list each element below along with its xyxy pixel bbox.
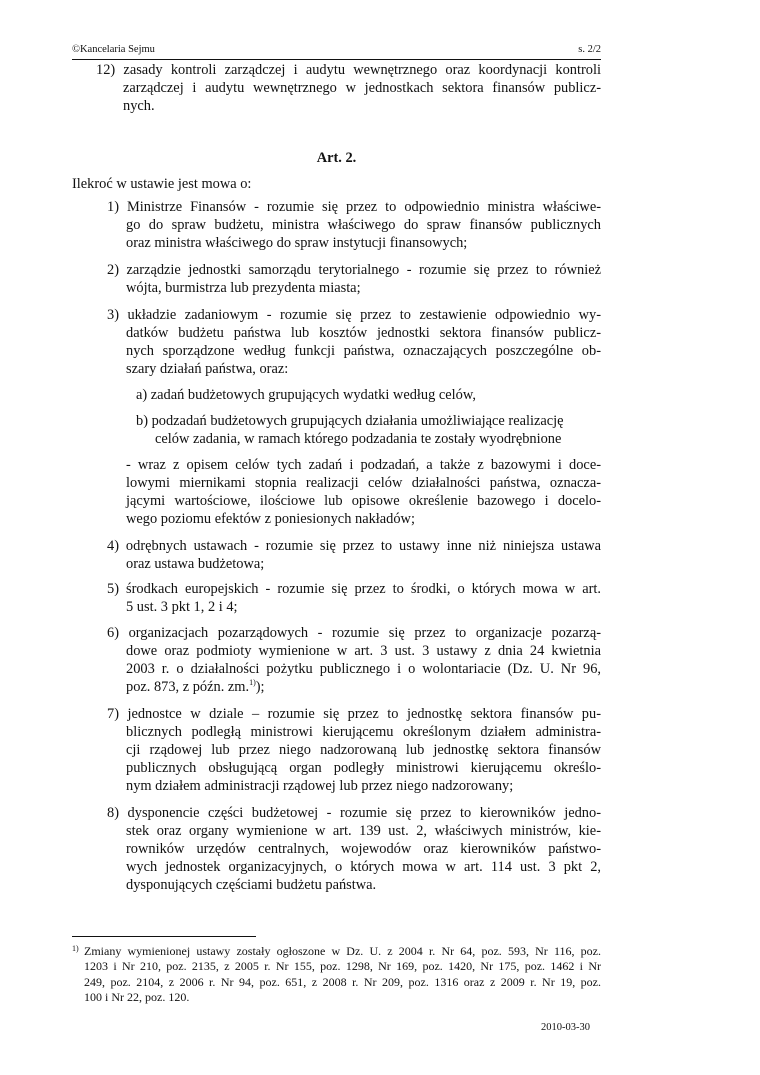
header-source: ©Kancelaria Sejmu xyxy=(72,44,155,55)
item-6-line-2: dowe oraz podmioty wymienione w art. 3 ust. 3 ustawy z dnia 24 kwietnia xyxy=(126,643,601,659)
document-date: 2010-03-30 xyxy=(541,1022,590,1033)
page-number: s. 2/2 xyxy=(578,44,601,55)
item-1-line-3: oraz ministra właściwego do spraw instytucji finansowych; xyxy=(126,235,468,251)
item-8-line-1: 8) dysponencie części budżetowej - rozumie się przez to kierowników jedno- xyxy=(107,805,601,821)
footnote-line-3: 249, poz. 2104, z 2006 r. Nr 94, poz. 651, z 2008 r. Nr 209, poz. 1316 oraz z 2009 r. Nr 19, poz. xyxy=(84,975,601,989)
item-3-tail-line-4: wego poziomu efektów z poniesionych nakładów; xyxy=(126,511,415,527)
article-intro: Ilekroć w ustawie jest mowa o: xyxy=(72,176,252,192)
item-8-line-4: wych jednostek organizacyjnych, o których mowa w art. 114 ust. 3 pkt 2, xyxy=(126,859,601,875)
item-4-line-1: 4) odrębnych ustawach - rozumie się przez to ustawy inne niż niniejsza ustawa xyxy=(107,538,601,554)
footnote-marker: 1) xyxy=(72,944,79,953)
footnote-line-1: Zmiany wymienionej ustawy zostały ogłoszone w Dz. U. z 2004 r. Nr 64, poz. 593, Nr 116, poz. xyxy=(84,944,601,958)
item-6-line-4-end: ); xyxy=(255,679,265,695)
item-12-line-2: zarządczej i audytu wewnętrznego w jednostkach sektora finansów publicz- xyxy=(123,80,601,96)
article-title: Art. 2. xyxy=(316,150,357,166)
item-3-line-4: szary działań państwa, oraz: xyxy=(126,361,289,377)
item-4-line-2: oraz ustawa budżetowa; xyxy=(126,556,265,572)
item-6-line-4 xyxy=(126,678,265,696)
item-2-line-2: wójta, burmistrza lub prezydenta miasta; xyxy=(126,280,361,296)
item-3-line-3: nych sporządzone według funkcji państwa, oznaczających poszczególne ob- xyxy=(126,343,601,359)
footnote-divider xyxy=(72,936,256,937)
item-6-line-3: 2003 r. o działalności pożytku publicznego i o wolontariacie (Dz. U. Nr 96, xyxy=(126,661,601,677)
item-5-line-2: 5 ust. 3 pkt 1, 2 i 4; xyxy=(126,599,238,615)
footnote-line-2: 1203 i Nr 210, poz. 2135, z 2005 r. Nr 155, poz. 1298, Nr 169, poz. 1420, Nr 175, poz. 1462 i Nr xyxy=(84,959,601,973)
item-3-tail-line-2: lowymi miernikami stopnia realizacji celów działalności państwa, oznacza- xyxy=(126,475,601,491)
item-6-line-4-text: poz. 873, z późn. zm. xyxy=(126,679,250,695)
item-2-line-1: 2) zarządzie jednostki samorządu terytorialnego - rozumie się przez to również xyxy=(107,262,601,278)
item-7-line-1: 7) jednostce w dziale – rozumie się przez to jednostkę sektora finansów pu- xyxy=(107,706,601,722)
item-3b-line-1: b) podzadań budżetowych grupujących działania umożliwiające realizację xyxy=(136,413,564,429)
item-12-line-3: nych. xyxy=(123,98,155,114)
footnote-reference: 1) xyxy=(249,678,256,688)
item-12-line-1: 12) zasady kontroli zarządczej i audytu wewnętrznego oraz koordynacji kontroli xyxy=(96,62,601,78)
footnote-line-4: 100 i Nr 22, poz. 120. xyxy=(84,990,190,1004)
item-3a: a) zadań budżetowych grupujących wydatki według celów, xyxy=(136,387,476,403)
item-1-line-2: go do spraw budżetu, ministra właściwego do spraw finansów publicznych xyxy=(126,217,601,233)
item-3-line-1: 3) układzie zadaniowym - rozumie się przez to zestawienie odpowiednio wy- xyxy=(107,307,601,323)
header-divider xyxy=(72,59,601,60)
item-7-line-2: blicznych podległą ministrowi kierującemu określonym działem administra- xyxy=(126,724,601,740)
item-3-line-2: datków budżetu państwa lub kosztów jednostki sektora finansów publicz- xyxy=(126,325,601,341)
item-8-line-3: rowników urzędów centralnych, wojewodów oraz kierowników państwo- xyxy=(126,841,601,857)
item-7-line-5: nym działem administracji rządowej lub przez niego nadzorowany; xyxy=(126,778,514,794)
item-7-line-4: publicznych obsługującą organ podległy ministrowi kierującemu określo- xyxy=(126,760,601,776)
item-1-line-1: 1) Ministrze Finansów - rozumie się przez to odpowiednio ministra właściwe- xyxy=(107,199,601,215)
item-3b-line-2: celów zadania, w ramach którego podzadania te zostały wyodrębnione xyxy=(155,431,562,447)
item-5-line-1: 5) środkach europejskich - rozumie się przez to środki, o których mowa w art. xyxy=(107,581,601,597)
item-7-line-3: cji rządowej lub przez niego nadzorowaną lub jednostkę sektora finansów xyxy=(126,742,601,758)
item-8-line-2: stek oraz organy wymienione w art. 139 ust. 2, właściwych ministrów, kie- xyxy=(126,823,601,839)
item-8-line-5: dysponujących częściami budżetu państwa. xyxy=(126,877,377,893)
item-6-line-1: 6) organizacjach pozarządowych - rozumie się przez to organizacje pozarzą- xyxy=(107,625,601,641)
item-3-tail-line-1: - wraz z opisem celów tych zadań i podzadań, a także z bazowymi i doce- xyxy=(126,457,601,473)
item-3-tail-line-3: jącymi wartościowe, ilościowe lub opisowe określenie bazowego i docelo- xyxy=(126,493,601,509)
